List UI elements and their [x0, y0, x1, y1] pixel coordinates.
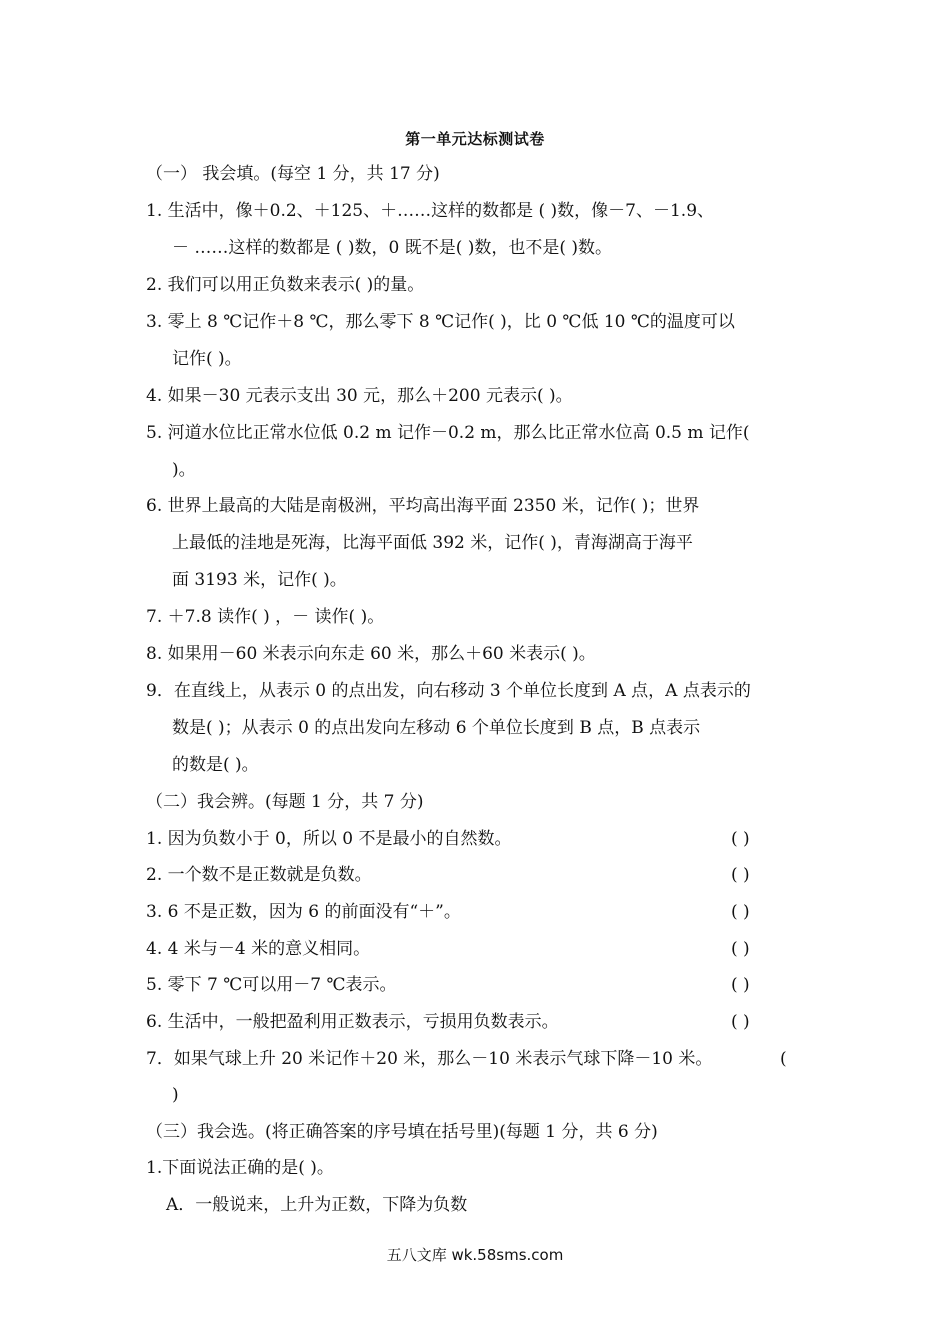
answer-blank-close: )	[172, 1085, 179, 1105]
judge-item: 2. 一个数不是正数就是负数。	[146, 865, 372, 885]
question-5-line-2: )。	[172, 460, 196, 480]
judge-item: 1. 因为负数小于 0，所以 0 不是最小的自然数。	[146, 829, 512, 849]
footer-watermark: 五八文库 wk.58sms.com	[386, 1246, 564, 1264]
question-6-line-1: 6. 世界上最高的大陆是南极洲，平均高出海平面 2350 米，记作( )；世界	[146, 496, 700, 516]
question-3-line-1: 3. 零上 8 ℃记作＋8 ℃，那么零下 8 ℃记作( )，比 0 ℃低 10 ℃的温度可以	[146, 312, 735, 332]
answer-blank: ( )	[731, 939, 750, 959]
question-8: 8. 如果用－60 米表示向东走 60 米，那么＋60 米表示( )。	[146, 644, 596, 664]
question-1-line-2: － ……这样的数都是 ( )数，0 既不是( )数，也不是( )数。	[172, 238, 613, 258]
question-5-line-1: 5. 河道水位比正常水位低 0.2 m 记作－0.2 m，那么比正常水位高 0.5 m 记作(	[146, 423, 750, 443]
question-9-line-2: 数是( )；从表示 0 的点出发向左移动 6 个单位长度到 B 点，B 点表示	[172, 718, 701, 738]
answer-blank: ( )	[731, 829, 750, 849]
judge-item: 5. 零下 7 ℃可以用－7 ℃表示。	[146, 975, 397, 995]
question-3-line-2: 记作( )。	[172, 349, 242, 369]
judge-item: 6. 生活中，一般把盈利用正数表示，亏损用负数表示。	[146, 1012, 559, 1032]
answer-blank: ( )	[731, 865, 750, 885]
question-2: 2. 我们可以用正负数来表示( )的量。	[146, 275, 425, 295]
section1-header: （一） 我会填。(每空 1 分，共 17 分)	[146, 164, 440, 184]
answer-blank-open: (	[780, 1049, 787, 1069]
choice-option-a: A．一般说来，上升为正数，下降为负数	[166, 1195, 468, 1215]
answer-blank: ( )	[731, 902, 750, 922]
answer-blank: ( )	[731, 1012, 750, 1032]
question-7: 7. ＋7.8 读作( ) ，－ 读作( )。	[146, 607, 385, 627]
page-title: 第一单元达标测试卷	[405, 130, 545, 148]
question-9-line-1: 9．在直线上，从表示 0 的点出发，向右移动 3 个单位长度到 A 点，A 点表示的	[146, 681, 751, 701]
judge-item: 4. 4 米与－4 米的意义相同。	[146, 939, 371, 959]
section3-header: （三）我会选。(将正确答案的序号填在括号里)(每题 1 分，共 6 分)	[146, 1122, 658, 1142]
answer-blank: ( )	[731, 975, 750, 995]
judge-item: 3. 6 不是正数，因为 6 的前面没有“＋”。	[146, 902, 461, 922]
question-9-line-3: 的数是( )。	[172, 755, 259, 775]
question-6-line-3: 面 3193 米，记作( )。	[172, 570, 347, 590]
question-1-line-1: 1. 生活中，像＋0.2、＋125、＋……这样的数都是 ( )数，像－7、－1.9、	[146, 201, 715, 221]
question-6-line-2: 上最低的洼地是死海，比海平面低 392 米，记作( )，青海湖高于海平	[172, 533, 693, 553]
judge-item: 7．如果气球上升 20 米记作＋20 米，那么－10 米表示气球下降－10 米。	[146, 1049, 713, 1069]
choice-question-1: 1.下面说法正确的是( )。	[146, 1158, 334, 1178]
question-4: 4. 如果－30 元表示支出 30 元，那么＋200 元表示( )。	[146, 386, 573, 406]
section2-header: （二）我会辨。(每题 1 分，共 7 分)	[146, 792, 424, 812]
